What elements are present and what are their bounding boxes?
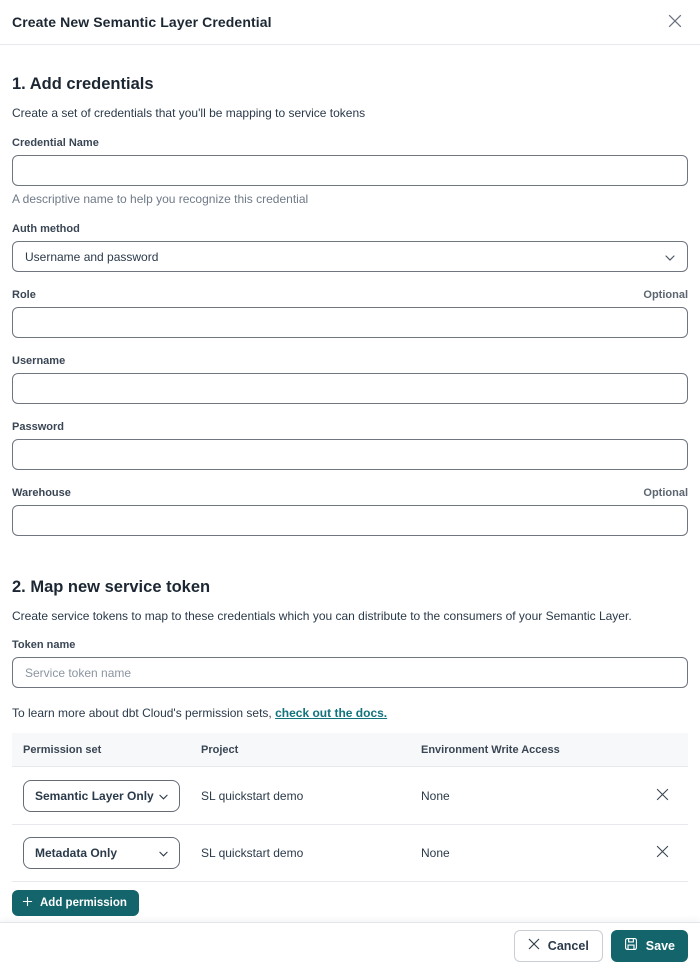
role-label: Role xyxy=(12,289,36,301)
field-role xyxy=(12,289,688,338)
project-cell: SL quickstart demo xyxy=(201,788,304,803)
field-username xyxy=(12,355,688,404)
field-password xyxy=(12,421,688,470)
remove-permission-button[interactable] xyxy=(652,784,673,808)
save-disk-icon xyxy=(624,937,638,954)
modal-header xyxy=(0,0,700,45)
environment-write-access-cell: None xyxy=(421,846,450,860)
close-icon xyxy=(668,14,682,31)
docs-line xyxy=(12,706,688,720)
table-row xyxy=(12,824,688,882)
credential-name-helper: A descriptive name to help you recognize this credential xyxy=(12,192,309,206)
permission-set-select[interactable] xyxy=(23,837,180,869)
field-warehouse xyxy=(12,487,688,536)
auth-method-selected-value: Username and password xyxy=(25,249,159,264)
role-optional-tag: Optional xyxy=(643,289,688,301)
remove-icon xyxy=(656,845,669,861)
permission-set-selected-value: Semantic Layer Only xyxy=(35,788,154,803)
username-input[interactable] xyxy=(12,373,688,404)
docs-link[interactable]: check out the docs. xyxy=(275,706,388,720)
modal-body xyxy=(0,75,700,916)
save-button[interactable] xyxy=(611,930,688,962)
field-auth-method xyxy=(12,223,688,272)
project-cell: SL quickstart demo xyxy=(201,846,304,860)
cancel-label: Cancel xyxy=(547,938,589,953)
save-label: Save xyxy=(645,938,675,953)
permissions-table xyxy=(12,733,688,882)
chevron-down-icon xyxy=(665,250,675,264)
token-name-input[interactable] xyxy=(12,657,688,688)
remove-icon xyxy=(656,788,669,804)
password-input[interactable] xyxy=(12,439,688,470)
credential-name-label: Credential Name xyxy=(12,137,99,149)
table-row xyxy=(12,766,688,824)
add-permission-label: Add permission xyxy=(40,897,127,909)
permission-set-select[interactable] xyxy=(23,780,180,812)
warehouse-label: Warehouse xyxy=(12,487,71,499)
role-input[interactable] xyxy=(12,307,688,338)
cancel-x-icon xyxy=(528,938,540,953)
username-label: Username xyxy=(12,355,66,367)
field-credential-name xyxy=(12,137,688,206)
cancel-button[interactable] xyxy=(514,930,603,962)
column-project: Project xyxy=(201,743,239,756)
section-token-heading: 2. Map new service token xyxy=(12,578,211,596)
auth-method-label: Auth method xyxy=(12,223,80,235)
section-token-description: Create service tokens to map to these credentials which you can distribute to the consumers of your Semantic Layer. xyxy=(12,609,632,623)
warehouse-input[interactable] xyxy=(12,505,688,536)
field-token-name xyxy=(12,639,688,688)
password-label: Password xyxy=(12,421,64,433)
environment-write-access-cell: None xyxy=(421,788,450,803)
permission-set-selected-value: Metadata Only xyxy=(35,846,118,860)
column-permission-set: Permission set xyxy=(23,743,102,756)
auth-method-select[interactable] xyxy=(12,241,688,272)
section-credentials-heading: 1. Add credentials xyxy=(12,75,154,93)
chevron-down-icon xyxy=(159,789,168,803)
modal-footer xyxy=(0,922,700,968)
modal-title: Create New Semantic Layer Credential xyxy=(12,14,272,30)
column-environment-write-access: Environment Write Access xyxy=(421,743,560,756)
remove-permission-button[interactable] xyxy=(652,841,673,865)
credential-name-input[interactable] xyxy=(12,155,688,186)
chevron-down-icon xyxy=(159,846,168,860)
plus-icon xyxy=(22,896,33,910)
permissions-table-header xyxy=(12,733,688,766)
section-credentials-description: Create a set of credentials that you'll be mapping to service tokens xyxy=(12,106,366,120)
close-button[interactable] xyxy=(664,10,686,35)
add-permission-button[interactable] xyxy=(12,890,139,916)
warehouse-optional-tag: Optional xyxy=(643,487,688,499)
token-name-label: Token name xyxy=(12,639,76,651)
docs-prefix-text: To learn more about dbt Cloud's permission sets, xyxy=(12,706,276,720)
